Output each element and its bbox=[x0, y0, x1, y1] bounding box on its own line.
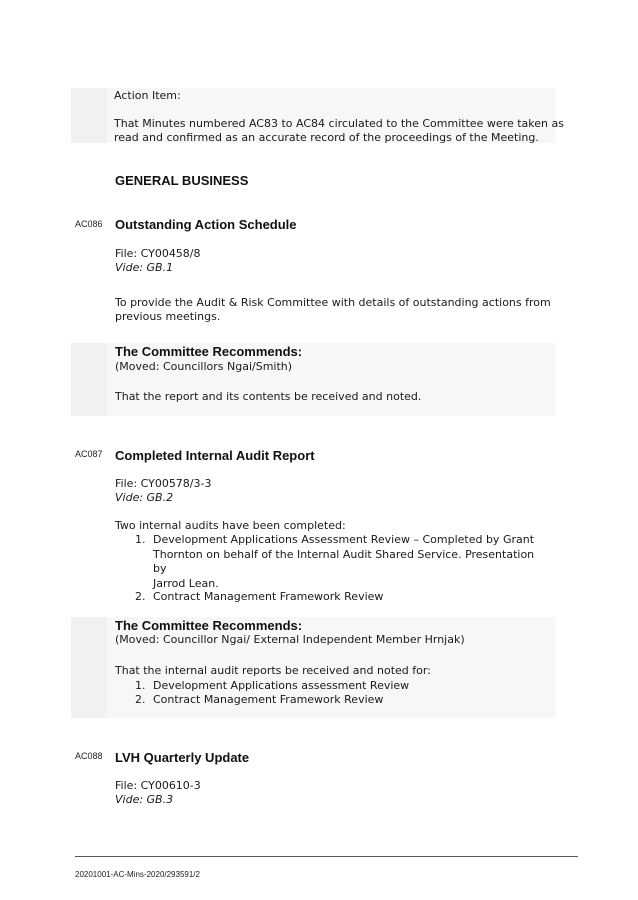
footer-divider bbox=[75, 856, 578, 857]
audits-intro-ac087: Two internal audits have been completed: bbox=[115, 519, 346, 532]
minutes-line-2: read and confirmed as an accurate record of the proceedings of the Meeting. bbox=[114, 131, 539, 144]
recommendation-block-margin-ac087 bbox=[71, 617, 107, 718]
purpose-line-2-ac086: previous meetings. bbox=[115, 310, 221, 323]
resolution-ac086: That the report and its contents be received and noted. bbox=[115, 390, 422, 403]
item-title-ac086: Outstanding Action Schedule bbox=[115, 217, 297, 232]
moved-by-ac087: (Moved: Councillor Ngai/ External Independent Member Hrnjak) bbox=[115, 633, 465, 646]
footer-document-ref: 20201001-AC-Mins-2020/293591/2 bbox=[75, 870, 200, 879]
item-number-ac087: AC087 bbox=[75, 449, 103, 459]
item-number-ac088: AC088 bbox=[75, 751, 103, 761]
committee-recommends-ac087: The Committee Recommends: bbox=[115, 618, 303, 633]
action-item-label: Action Item: bbox=[114, 89, 181, 102]
item-title-ac088: LVH Quarterly Update bbox=[115, 750, 250, 765]
recommendation-block-margin-ac086 bbox=[71, 343, 107, 416]
committee-recommends-ac086: The Committee Recommends: bbox=[115, 344, 303, 359]
vide-ref-ac088: Vide: GB.3 bbox=[115, 793, 174, 806]
file-ref-ac088: File: CY00610-3 bbox=[115, 779, 201, 792]
action-item-block-margin bbox=[71, 88, 107, 143]
item-title-ac087: Completed Internal Audit Report bbox=[115, 448, 315, 463]
item-number-ac086: AC086 bbox=[75, 219, 103, 229]
file-ref-ac087: File: CY00578/3-3 bbox=[115, 477, 212, 490]
minutes-line-1: That Minutes numbered AC83 to AC84 circulated to the Committee were taken as bbox=[114, 117, 564, 130]
moved-by-ac086: (Moved: Councillors Ngai/Smith) bbox=[115, 360, 293, 373]
vide-ref-ac086: Vide: GB.1 bbox=[115, 261, 174, 274]
section-heading: GENERAL BUSINESS bbox=[115, 173, 249, 188]
file-ref-ac086: File: CY00458/8 bbox=[115, 247, 201, 260]
purpose-line-1-ac086: To provide the Audit & Risk Committee with details of outstanding actions from bbox=[115, 296, 551, 309]
resolution-ac087: That the internal audit reports be received and noted for: bbox=[115, 664, 431, 677]
vide-ref-ac087: Vide: GB.2 bbox=[115, 491, 174, 504]
